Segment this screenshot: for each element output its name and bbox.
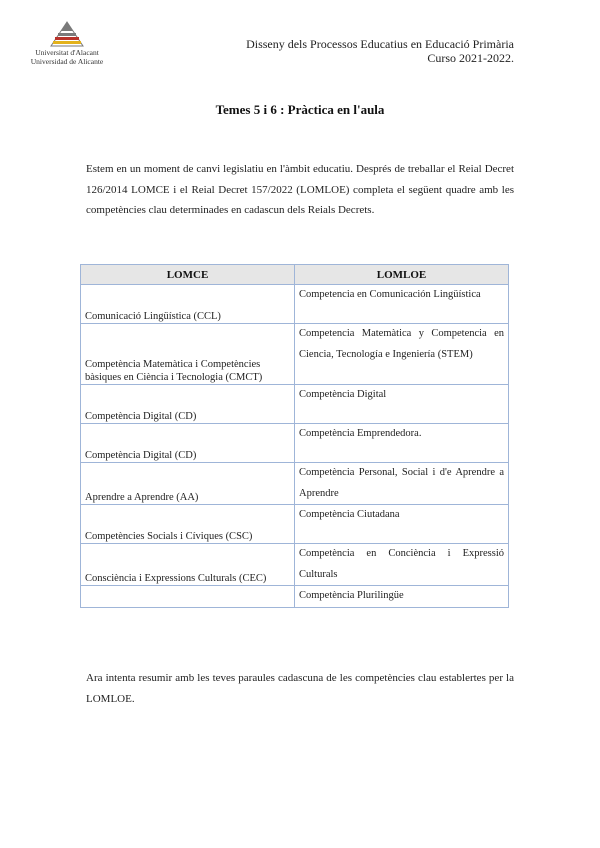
header-lomloe: LOMLOE [295, 265, 509, 285]
lomce-cell: Aprendre a Aprendre (AA) [81, 463, 295, 505]
lomce-cell: Comunicació Lingüística (CCL) [81, 285, 295, 324]
table-row [81, 385, 509, 424]
lomloe-cell: Competència Ciutadana [295, 505, 509, 544]
lomloe-cell: Competencia Matemàtica y Competencia en Ciencia, Tecnología e Ingeniería (STEM) [295, 324, 509, 385]
closing-paragraph: Ara intenta resumir amb les teves paraules cadascuna de les competències clau establertes per la LOMLOE. [86, 672, 514, 705]
table-row [81, 324, 509, 385]
lomloe-cell: Competència Plurilingüe [295, 586, 509, 608]
lomloe-cell: Competència en Conciència i Expressió Culturals [295, 544, 509, 586]
lomce-cell: Competència Digital (CD) [81, 385, 295, 424]
table-header-row [81, 265, 509, 285]
lomloe-cell: Competència Personal, Social i d'e Aprendre a Aprendre [295, 463, 509, 505]
course-name: Disseny dels Processos Educatius en Educació Primària [246, 37, 514, 51]
header-lomce: LOMCE [81, 265, 295, 285]
table-row [81, 505, 509, 544]
lomce-cell: Competències Socials i Cíviques (CSC) [81, 505, 295, 544]
lomce-cell: Competència Matemàtica i Competències bàsiques en Ciència i Tecnologia (CMCT) [81, 324, 295, 385]
university-logo [24, 18, 110, 66]
logo-text-line2: Universidad de Alicante [30, 57, 104, 66]
table-row [81, 586, 509, 608]
table-row [81, 463, 509, 505]
competences-table [80, 264, 509, 608]
page-title: Temes 5 i 6 : Pràctica en l'aula [215, 102, 385, 117]
logo-text-line1: Universitat d'Alacant [35, 48, 99, 57]
lomce-cell [81, 586, 295, 608]
lomce-cell: Consciència i Expressions Culturals (CEC) [81, 544, 295, 586]
table-row [81, 424, 509, 463]
lomloe-cell: Competencia en Comunicación Lingüística [295, 285, 509, 324]
course-year: Curso 2021-2022. [427, 51, 514, 65]
lomloe-cell: Competència Emprendedora. [295, 424, 509, 463]
table-row [81, 285, 509, 324]
university-crest-icon [49, 18, 85, 48]
lomce-cell: Competència Digital (CD) [81, 424, 295, 463]
intro-paragraph: Estem en un moment de canvi legislatiu en l'àmbit educatiu. Després de treballar el Reial Decret 126/2014 LOMCE i el Reial Decret 157/2022 (LOMLOE) completa el següent quadre amb les competències clau determinades en cadascun dels Reials Decrets. [86, 163, 514, 216]
lomloe-cell: Competència Digital [295, 385, 509, 424]
table-row [81, 544, 509, 586]
page-header [246, 37, 514, 65]
